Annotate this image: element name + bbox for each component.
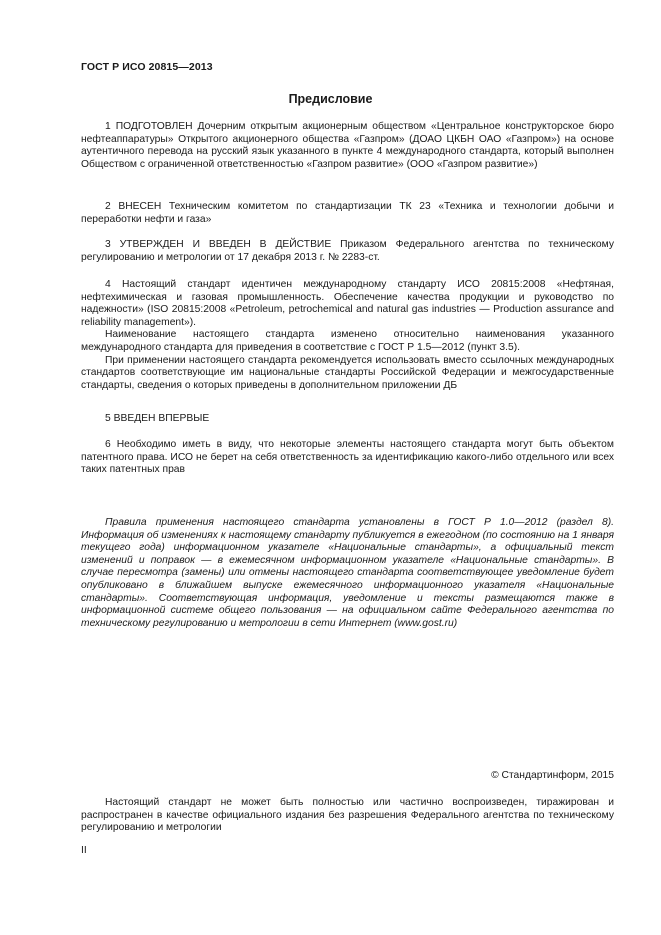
reproduction-notice [81, 797, 614, 835]
section-6 [81, 439, 614, 477]
section-5-text: 5 ВВЕДЕН ВПЕРВЫЕ [105, 413, 210, 424]
page-title: Предисловие [288, 92, 373, 106]
section-4-usage-text: При применении настоящего стандарта рекомендуется использовать вместо ссылочных международных стандартов соответствующие им национальные стандарты Российской Федерации и межгосударственные стандарты, сведения о которых приведены в дополнительном приложении ДБ [81, 354, 614, 391]
page-number: II [81, 845, 87, 856]
section-6-text: 6 Необходимо иметь в виду, что некоторые элементы настоящего стандарта могут быть объектом патентного права. ИСО не берет на себя ответственность за идентификацию какого-либо отдельного или всех таких патентных прав [81, 439, 614, 476]
section-4-rename-text: Наименование настоящего стандарта изменено относительно наименования указанного международного стандарта для приведения в соответствие с ГОСТ Р 1.5—2012 (пункт 3.5). [81, 329, 614, 353]
section-3 [81, 239, 614, 264]
section-4 [81, 279, 614, 392]
application-rules-text: Правила применения настоящего стандарта установлены в ГОСТ Р 1.0—2012 (раздел 8). Информация об изменениях к настоящему стандарту публикуется в ежегодном (по состоянию на 1 января текущего года) информационном указателе «Национальные стандарты», а официальный текст изменений и поправок — в ежемесячном информационном указателе «Национальные стандарты». В случае пересмотра (замены) или отмены настоящего стандарта соответствующее уведомление будет опубликовано в ближайшем выпуске ежемесячного информационного указателя «Национальные стандарты». Соответствующая информация, уведомление и тексты размещаются также в информационной системе общего пользования — на официальном сайте Федерального агентства по техническому регулированию и метрологии в сети Интернет (www.gost.ru) [81, 517, 614, 629]
section-3-text: 3 УТВЕРЖДЕН И ВВЕДЕН В ДЕЙСТВИЕ Приказом Федерального агентства по техническому регулированию и метрологии от 17 декабря 2013 г. № 2283-ст. [81, 239, 614, 263]
section-4-text: 4 Настоящий стандарт идентичен международному стандарту ИСО 20815:2008 «Нефтяная, нефтехимическая и газовая промышленность. Обеспечение качества продукции и руководство по надежности» (ISO 20815:2008 «Petroleum, petrochemical and natural gas industries — Production assurance and reliability management»). [81, 279, 614, 328]
copyright: © Стандартинформ, 2015 [491, 770, 614, 781]
section-5 [81, 413, 614, 426]
document-code: ГОСТ Р ИСО 20815—2013 [81, 61, 213, 73]
section-2-text: 2 ВНЕСЕН Техническим комитетом по стандартизации ТК 23 «Техника и технологии добычи и переработки нефти и газа» [81, 201, 614, 225]
section-2 [81, 201, 614, 226]
reproduction-notice-text: Настоящий стандарт не может быть полностью или частично воспроизведен, тиражирован и распространен в качестве официального издания без разрешения Федерального агентства по техническому регулированию и метрологии [81, 797, 614, 834]
section-1 [81, 121, 614, 171]
application-rules-note [81, 517, 614, 630]
section-1-text: 1 ПОДГОТОВЛЕН Дочерним открытым акционерным обществом «Центральное конструкторское бюро нефтеаппаратуры» Открытого акционерного общества «Газпром» (ДОАО ЦКБН ОАО «Газпром») на основе аутентичного перевода на русский язык указанного в пункте 4 международного стандарта, который выполнен Обществом с ограниченной ответственностью «Газпром развитие» (ООО «Газпром развитие») [81, 121, 614, 170]
